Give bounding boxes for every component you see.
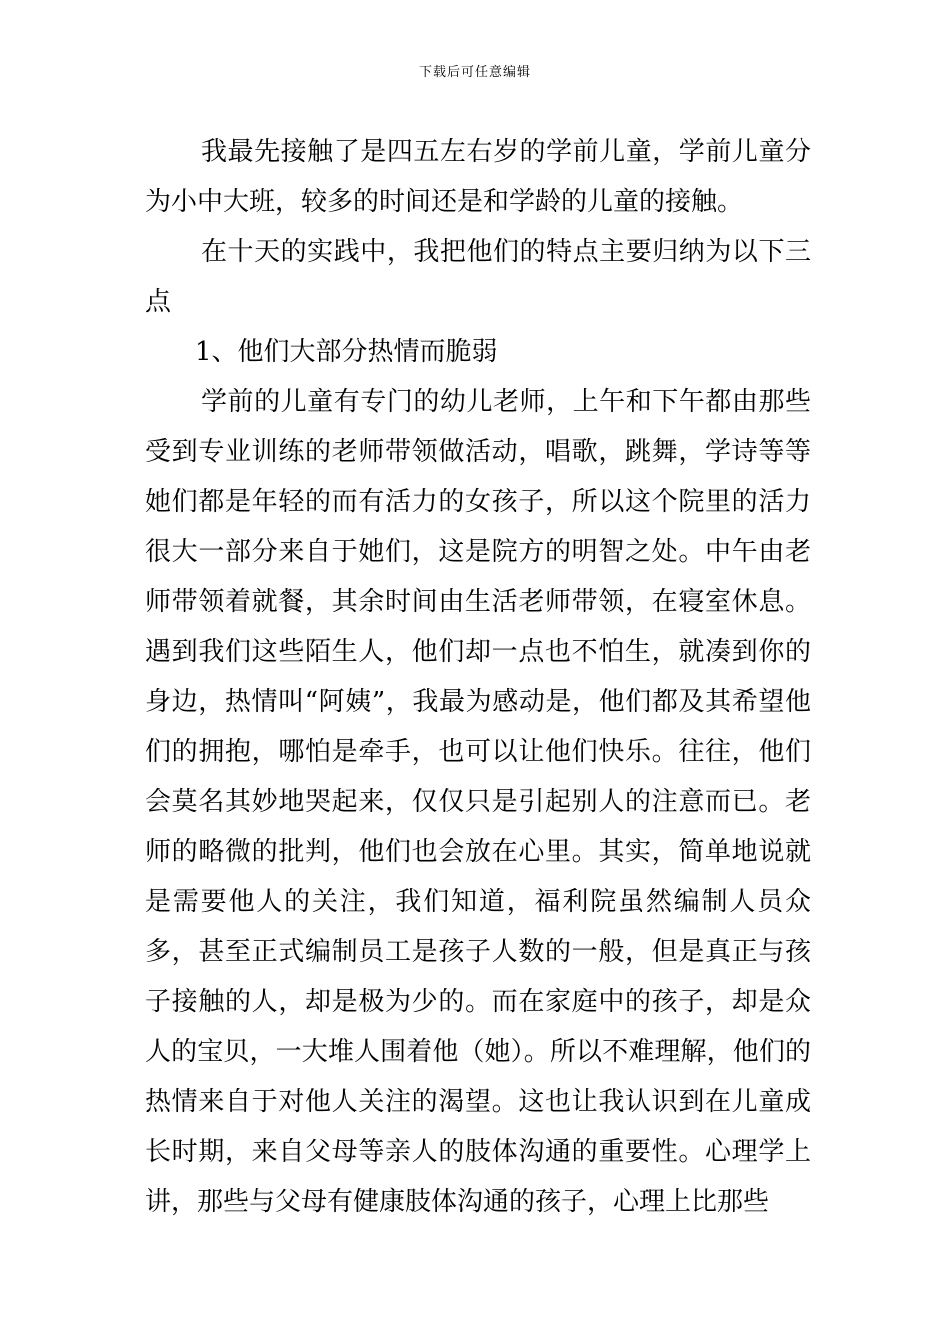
paragraph-intro: 我最先接触了是四五左右岁的学前儿童，学前儿童分为小中大班，较多的时间还是和学龄的儿童的接触。 [145,137,811,217]
section-heading: 1、他们大部分热情而脆弱 [195,337,498,367]
document-body [145,127,811,1227]
paragraph-detail: 学前的儿童有专门的幼儿老师，上午和下午都由那些受到专业训练的老师带领做活动，唱歌，跳舞，学诗等等她们都是年轻的而有活力的女孩子，所以这个院里的活力很大一部分来自于她们，这是院方的明智之处。中午由老师带领着就餐，其余时间由生活老师带领，在寝室休息。遇到我们这些陌生人，他们却一点也不怕生，就凑到你的身边，热情叫“阿姨”，我最为感动是，他们都及其希望他们的拥抱，哪怕是牵手，也可以让他们快乐。往往，他们会莫名其妙地哭起来，仅仅只是引起别人的注意而已。老师的略微的批判，他们也会放在心里。其实，简单地说就是需要他人的关注，我们知道，福利院虽然编制人员众多，甚至正式编制员工是孩子人数的一般，但是真正与孩子接触的人，却是极为少的。而在家庭中的孩子，却是众人的宝贝，一大堆人围着他（她）。所以不难理解，他们的热情来自于对他人关注的渴望。这也让我认识到在儿童成长时期，来自父母等亲人的肢体沟通的重要性。心理学上讲，那些与父母有健康肢体沟通的孩子，心理上比那些 [145,387,811,1217]
paragraph-summary: 在十天的实践中，我把他们的特点主要归纳为以下三点 [145,237,811,317]
page-header: 下载后可任意编辑 [418,65,531,80]
